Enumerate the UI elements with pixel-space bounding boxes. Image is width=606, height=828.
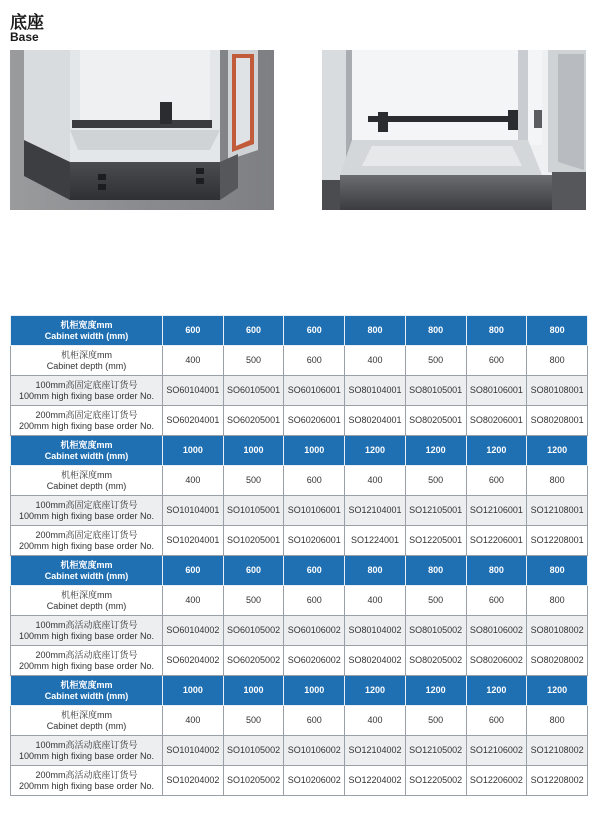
header-label-cn: 机柜宽度mm xyxy=(60,439,113,450)
cabinet-width-cell: 800 xyxy=(466,316,527,346)
order-number-cell: SO80104002 xyxy=(345,616,406,646)
row-label-cell xyxy=(11,766,163,796)
cabinet-depth-cell: 500 xyxy=(405,466,466,496)
order-number-cell: SO60106001 xyxy=(284,376,345,406)
row-label-cn: 100mm高固定底座订货号 xyxy=(35,379,138,390)
base-spec-table xyxy=(10,315,588,796)
cabinet-width-cell: 1200 xyxy=(527,436,588,466)
order-number-row xyxy=(11,376,588,406)
cabinet-depth-cell: 400 xyxy=(163,706,224,736)
row-label-cell xyxy=(11,706,163,736)
row-label-cell xyxy=(11,616,163,646)
order-number-cell: SO10204001 xyxy=(163,526,224,556)
order-number-cell: SO10206001 xyxy=(284,526,345,556)
cabinet-depth-cell: 600 xyxy=(466,706,527,736)
cabinet-width-cell: 1200 xyxy=(466,436,527,466)
row-label-en: Cabinet depth (mm) xyxy=(46,480,127,491)
order-number-cell: SO60206001 xyxy=(284,406,345,436)
order-number-cell: SO60105002 xyxy=(223,616,284,646)
cabinet-depth-cell: 600 xyxy=(284,346,345,376)
cabinet-width-cell: 800 xyxy=(527,316,588,346)
header-label-cn: 机柜宽度mm xyxy=(60,319,113,330)
cabinet-width-cell: 800 xyxy=(527,556,588,586)
row-label-en: 100mm high fixing base order No. xyxy=(18,510,155,521)
cabinet-depth-cell: 400 xyxy=(163,346,224,376)
order-number-cell: SO12104002 xyxy=(345,736,406,766)
row-label-en: 100mm high fixing base order No. xyxy=(18,630,155,641)
row-label-cn: 200mm高固定底座订货号 xyxy=(35,529,138,540)
row-label-en: Cabinet depth (mm) xyxy=(46,720,127,731)
cabinet-width-header-row xyxy=(11,556,588,586)
order-number-cell: SO12108002 xyxy=(527,736,588,766)
row-label-en: Cabinet depth (mm) xyxy=(46,600,127,611)
cabinet-width-cell: 1200 xyxy=(466,676,527,706)
cabinet-depth-cell: 600 xyxy=(284,706,345,736)
cabinet-width-cell: 800 xyxy=(405,556,466,586)
cabinet-depth-cell: 600 xyxy=(284,466,345,496)
cabinet-width-cell: 800 xyxy=(345,316,406,346)
movable-base-cabinet-photo xyxy=(322,50,586,210)
order-number-cell: SO80204001 xyxy=(345,406,406,436)
row-label-en: 200mm high fixing base order No. xyxy=(18,420,155,431)
order-number-row xyxy=(11,646,588,676)
order-number-cell: SO12105001 xyxy=(405,496,466,526)
cabinet-depth-cell: 600 xyxy=(466,346,527,376)
header-label-cn: 机柜宽度mm xyxy=(60,559,113,570)
row-label-cell xyxy=(11,406,163,436)
row-label-cn: 200mm高活动底座订货号 xyxy=(35,649,138,660)
cabinet-width-cell: 600 xyxy=(163,556,224,586)
row-label-cell xyxy=(11,646,163,676)
cabinet-width-cell: 1200 xyxy=(345,436,406,466)
order-number-cell: SO12104001 xyxy=(345,496,406,526)
cabinet-depth-cell: 600 xyxy=(284,586,345,616)
order-number-cell: SO60104001 xyxy=(163,376,224,406)
row-label-en: 200mm high fixing base order No. xyxy=(18,660,155,671)
order-number-row xyxy=(11,526,588,556)
section-title-en: Base xyxy=(10,30,39,44)
order-number-cell: SO80206002 xyxy=(466,646,527,676)
order-number-cell: SO80108001 xyxy=(527,376,588,406)
row-label-en: 200mm high fixing base order No. xyxy=(18,780,155,791)
cabinet-depth-cell: 800 xyxy=(527,706,588,736)
order-number-cell: SO12204002 xyxy=(345,766,406,796)
order-number-cell: SO12205001 xyxy=(405,526,466,556)
cabinet-width-cell: 1000 xyxy=(223,436,284,466)
cabinet-depth-row xyxy=(11,706,588,736)
order-number-cell: SO80205001 xyxy=(405,406,466,436)
cabinet-depth-cell: 800 xyxy=(527,586,588,616)
cabinet-width-header-row xyxy=(11,676,588,706)
order-number-cell: SO80206001 xyxy=(466,406,527,436)
cabinet-depth-cell: 400 xyxy=(345,346,406,376)
cabinet-depth-cell: 500 xyxy=(405,346,466,376)
order-number-cell: SO80105001 xyxy=(405,376,466,406)
order-number-cell: SO10206002 xyxy=(284,766,345,796)
order-number-cell: SO12208001 xyxy=(527,526,588,556)
header-label-en: Cabinet width (mm) xyxy=(44,450,129,461)
cabinet-depth-row xyxy=(11,586,588,616)
cabinet-depth-cell: 400 xyxy=(345,706,406,736)
order-number-cell: SO60204001 xyxy=(163,406,224,436)
row-label-cell xyxy=(11,466,163,496)
row-label-cell xyxy=(11,376,163,406)
header-label-en: Cabinet width (mm) xyxy=(44,330,129,341)
cabinet-width-cell: 600 xyxy=(223,316,284,346)
cabinet-width-cell: 800 xyxy=(405,316,466,346)
order-number-row xyxy=(11,496,588,526)
cabinet-width-cell: 1200 xyxy=(527,676,588,706)
cabinet-depth-cell: 400 xyxy=(163,586,224,616)
order-number-cell: SO10204002 xyxy=(163,766,224,796)
cabinet-width-cell: 600 xyxy=(223,556,284,586)
order-number-cell: SO60205001 xyxy=(223,406,284,436)
row-label-cn: 机柜深度mm xyxy=(61,589,112,600)
cabinet-width-header-row xyxy=(11,436,588,466)
cabinet-depth-cell: 800 xyxy=(527,346,588,376)
row-label-cn: 100mm高活动底座订货号 xyxy=(35,739,138,750)
cabinet-depth-cell: 600 xyxy=(466,466,527,496)
order-number-cell: SO10106001 xyxy=(284,496,345,526)
order-number-cell: SO12206001 xyxy=(466,526,527,556)
order-number-cell: SO12106001 xyxy=(466,496,527,526)
order-number-cell: SO12105002 xyxy=(405,736,466,766)
section-title-cn: 底座 xyxy=(10,13,44,33)
row-label-cn: 100mm高活动底座订货号 xyxy=(35,619,138,630)
header-label-cell xyxy=(11,436,163,466)
order-number-cell: SO80108002 xyxy=(527,616,588,646)
order-number-cell: SO60106002 xyxy=(284,616,345,646)
cabinet-depth-cell: 400 xyxy=(345,466,406,496)
order-number-cell: SO80104001 xyxy=(345,376,406,406)
order-number-row xyxy=(11,616,588,646)
cabinet-width-cell: 800 xyxy=(345,556,406,586)
order-number-cell: SO10105002 xyxy=(223,736,284,766)
cabinet-depth-cell: 500 xyxy=(223,466,284,496)
order-number-cell: SO12208002 xyxy=(527,766,588,796)
order-number-cell: SO60205002 xyxy=(223,646,284,676)
cabinet-width-cell: 1000 xyxy=(223,676,284,706)
row-label-en: Cabinet depth (mm) xyxy=(46,360,127,371)
row-label-en: 100mm high fixing base order No. xyxy=(18,750,155,761)
order-number-cell: SO80208002 xyxy=(527,646,588,676)
row-label-cell xyxy=(11,346,163,376)
cabinet-depth-row xyxy=(11,346,588,376)
row-label-cn: 100mm高固定底座订货号 xyxy=(35,499,138,510)
order-number-cell: SO12108001 xyxy=(527,496,588,526)
cabinet-depth-cell: 500 xyxy=(405,586,466,616)
cabinet-width-cell: 1200 xyxy=(405,436,466,466)
cabinet-width-cell: 600 xyxy=(284,556,345,586)
order-number-cell: SO10104002 xyxy=(163,736,224,766)
cabinet-width-cell: 1000 xyxy=(284,436,345,466)
order-number-row xyxy=(11,766,588,796)
order-number-cell: SO12206002 xyxy=(466,766,527,796)
order-number-cell: SO10205002 xyxy=(223,766,284,796)
cabinet-width-cell: 1200 xyxy=(345,676,406,706)
row-label-en: 100mm high fixing base order No. xyxy=(18,390,155,401)
order-number-row xyxy=(11,736,588,766)
cabinet-depth-cell: 500 xyxy=(223,586,284,616)
header-label-en: Cabinet width (mm) xyxy=(44,690,129,701)
order-number-cell: SO10104001 xyxy=(163,496,224,526)
cabinet-width-cell: 600 xyxy=(163,316,224,346)
cabinet-width-cell: 800 xyxy=(466,556,527,586)
cabinet-depth-cell: 800 xyxy=(527,466,588,496)
order-number-cell: SO80205002 xyxy=(405,646,466,676)
row-label-cell xyxy=(11,736,163,766)
cabinet-depth-cell: 500 xyxy=(223,346,284,376)
order-number-cell: SO10205001 xyxy=(223,526,284,556)
order-number-cell: SO60204002 xyxy=(163,646,224,676)
base-spec-table-body xyxy=(11,316,588,796)
order-number-cell: SO12106002 xyxy=(466,736,527,766)
cabinet-width-cell: 1000 xyxy=(163,676,224,706)
cabinet-width-cell: 1000 xyxy=(163,436,224,466)
order-number-cell: SO10105001 xyxy=(223,496,284,526)
order-number-cell: SO60206002 xyxy=(284,646,345,676)
row-label-en: 200mm high fixing base order No. xyxy=(18,540,155,551)
cabinet-width-cell: 600 xyxy=(284,316,345,346)
cabinet-width-cell: 1000 xyxy=(284,676,345,706)
header-label-cn: 机柜宽度mm xyxy=(60,679,113,690)
row-label-cn: 机柜深度mm xyxy=(61,709,112,720)
order-number-cell: SO10106002 xyxy=(284,736,345,766)
order-number-cell: SO80106001 xyxy=(466,376,527,406)
row-label-cn: 机柜深度mm xyxy=(61,349,112,360)
order-number-cell: SO80106002 xyxy=(466,616,527,646)
row-label-cell xyxy=(11,586,163,616)
order-number-cell: SO60105001 xyxy=(223,376,284,406)
order-number-cell: SO80105002 xyxy=(405,616,466,646)
cabinet-depth-cell: 500 xyxy=(223,706,284,736)
fixed-base-cabinet-photo xyxy=(10,50,274,210)
cabinet-width-cell: 1200 xyxy=(405,676,466,706)
row-label-cell xyxy=(11,526,163,556)
cabinet-depth-cell: 400 xyxy=(163,466,224,496)
order-number-cell: SO80204002 xyxy=(345,646,406,676)
cabinet-width-header-row xyxy=(11,316,588,346)
order-number-cell: SO1224001 xyxy=(345,526,406,556)
cabinet-depth-cell: 500 xyxy=(405,706,466,736)
header-label-cell xyxy=(11,676,163,706)
cabinet-depth-row xyxy=(11,466,588,496)
row-label-cn: 机柜深度mm xyxy=(61,469,112,480)
cabinet-depth-cell: 400 xyxy=(345,586,406,616)
order-number-row xyxy=(11,406,588,436)
row-label-cn: 200mm高活动底座订货号 xyxy=(35,769,138,780)
header-label-cell xyxy=(11,316,163,346)
order-number-cell: SO12205002 xyxy=(405,766,466,796)
order-number-cell: SO80208001 xyxy=(527,406,588,436)
cabinet-depth-cell: 600 xyxy=(466,586,527,616)
header-label-en: Cabinet width (mm) xyxy=(44,570,129,581)
row-label-cn: 200mm高固定底座订货号 xyxy=(35,409,138,420)
header-label-cell xyxy=(11,556,163,586)
order-number-cell: SO60104002 xyxy=(163,616,224,646)
row-label-cell xyxy=(11,496,163,526)
